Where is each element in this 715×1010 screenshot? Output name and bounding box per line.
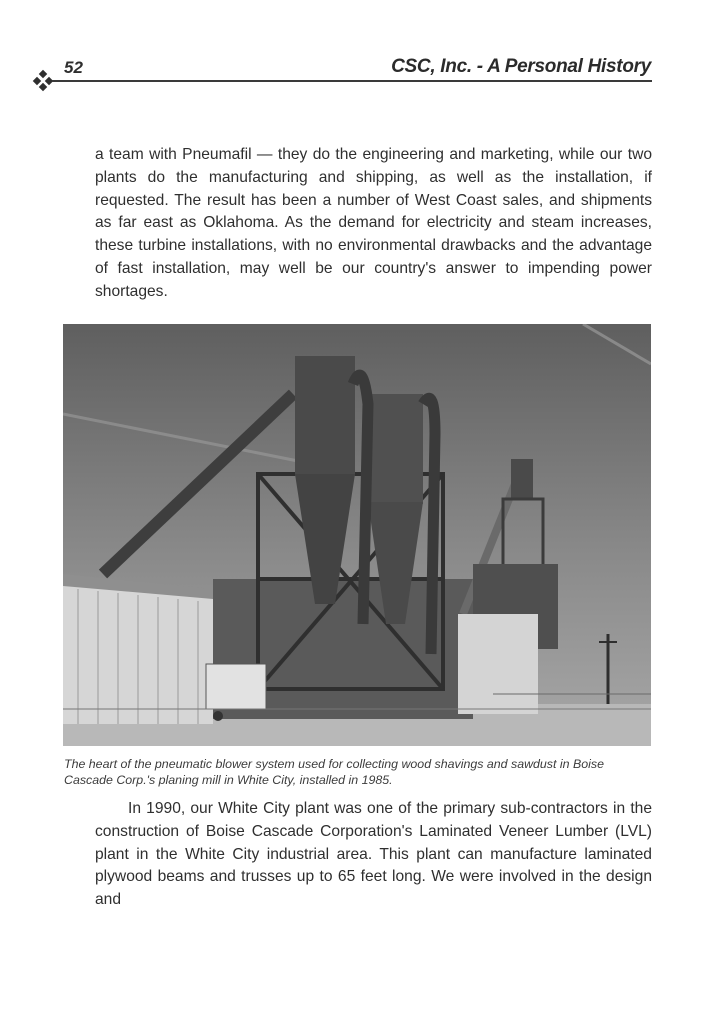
blower-system-photo — [63, 324, 651, 746]
header-rule — [52, 80, 652, 82]
body-paragraph-2: In 1990, our White City plant was one of the primary sub-contractors in the construction of Boise Cascade Corporation's Laminated Veneer Lumber (LVL) plant in the White City industrial area. This plant can manufacture laminated plywood beams and trusses up to 65 feet long. We were involved in the design and — [95, 800, 652, 909]
photo-caption: The heart of the pneumatic blower system used for collecting wood shavings and sawdust in Boise Cascade Corp.'s planing mill in White City, installed in 1985. — [64, 757, 604, 787]
running-title: CSC, Inc. - A Personal History — [391, 56, 651, 77]
page-header — [0, 0, 715, 90]
body-paragraph-1: a team with Pneumafil — they do the engineering and marketing, while our two plants do the manufacturing and shipping, as well as the installation, if requested. The result has been a number of West Coast sales, and shipments as far east as Oklahoma. As the demand for electricity and steam increases, these turbine installations, with no environmental drawbacks and the advantage of fast installation, may well be our country's answer to impending power shortages. — [95, 146, 652, 300]
page-number: 52 — [64, 58, 83, 77]
photo-illustration — [63, 324, 651, 746]
